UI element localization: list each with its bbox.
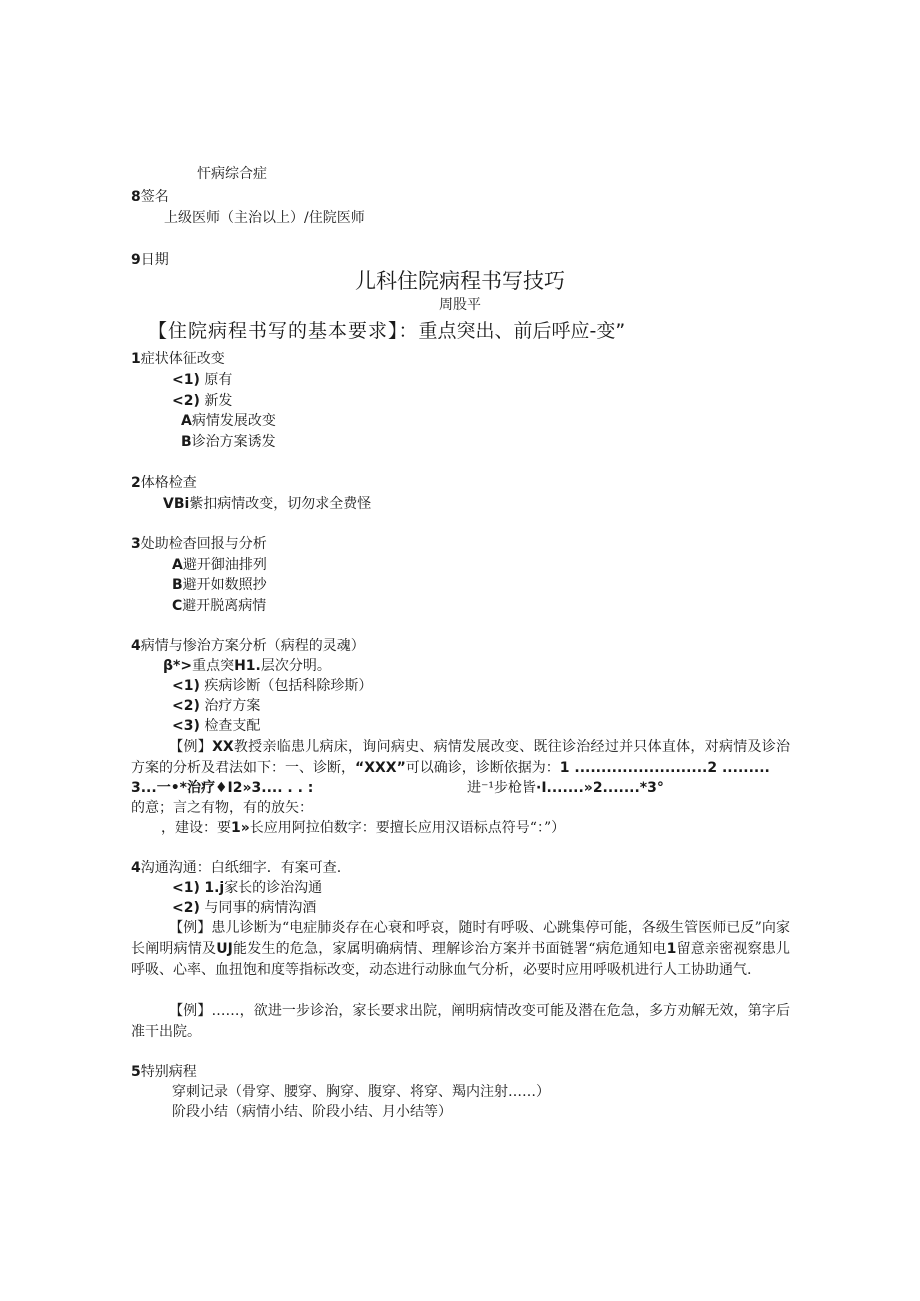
header-line-1 [197, 165, 267, 183]
section-4-example-xxx: “XXX” [355, 760, 406, 776]
section-4-line3-right [467, 779, 664, 797]
section-4-line3-right-dots: ·I.......»2.......*3° [536, 780, 664, 796]
section-comm-example-1 [131, 918, 790, 981]
section-4-line3-left: 3...一•*治疗♦I2»3.... . . : [131, 780, 314, 796]
section-1-num: 1 [131, 351, 141, 367]
section-comm-example-1-body-c: 留意亲密视察患儿呼吸、心率、血扭饱和度等指标改变，动态进行动脉血气分析，必要时应用呼吸机进行人工协助通气. [131, 941, 791, 978]
section-comm-example-1-one: 1 [666, 941, 677, 957]
section-4-item-3-num: <3) [172, 718, 200, 734]
section-comm-item-2 [172, 899, 316, 917]
document-author: 周股平 [439, 297, 481, 313]
section-3-item-2 [172, 576, 267, 594]
section-2-heading [131, 474, 197, 492]
section-4-line5 [161, 819, 565, 837]
section-4-example-xx: XX [212, 739, 234, 755]
section-comm-example-2-body: ……，欲进一步诊治，家长要求出院，阐明病情改变可能及潜在危急，多方劝解无效，第字后准干出院。 [131, 1003, 791, 1040]
section-1-item-3 [181, 412, 276, 430]
section-5-item-2: 阶段小结（病情小结、阶段小结、月小结等） [172, 1104, 452, 1120]
section-4-item-3 [172, 717, 260, 735]
section-3-item-3-mark: C [172, 598, 183, 614]
section-4-line5-c: 长应用阿拉伯数字：要擅长应用汉语标点符号“：”） [249, 820, 566, 836]
section-1-item-2 [172, 392, 232, 410]
section-comm-example-1-label: 【例】 [169, 920, 212, 936]
section-1-item-2-num: <2) [172, 393, 200, 409]
section-2-item-1-text: 紫扣病情改变，切勿求全费怪 [189, 496, 372, 512]
subtitle-bracket-text: 【住院病程书写的基本要求】： [148, 320, 419, 342]
section-4-summary [163, 657, 331, 675]
section-2-num: 2 [131, 475, 141, 491]
section-4-line5-b: 1» [231, 820, 250, 836]
section-3-title: 处助检杳回报与分析 [140, 536, 267, 552]
section-1-item-3-text: 病情发展改变 [191, 413, 276, 429]
header-line-physicians-text: 上级医师（主治以上）/住院医师 [164, 210, 365, 226]
section-comm-example-1-body-a: 患儿诊断为“电症肺炎存在心衰和呼哀，随时有呼吸、心跳集停可能，各级生管医师已反”向家长阐明病情及 [131, 920, 791, 957]
section-4-example [131, 737, 790, 779]
section-4-summary-text-b: H1. [234, 658, 261, 674]
header-line-signature-text: 签名 [140, 189, 169, 205]
document-title: 儿科住院病程书写技巧 [355, 269, 565, 293]
section-1-item-3-mark: A [181, 413, 192, 429]
header-line-1-text: 忓病综合症 [197, 166, 267, 182]
section-1-heading [131, 350, 225, 368]
section-4-summary-mark: β*> [163, 658, 193, 674]
section-4-item-2 [172, 697, 260, 715]
section-1-item-4-mark: B [181, 434, 192, 450]
section-5-item-1: 穿刺记录（骨穿、腰穿、胸穿、腹穿、将穿、羯内注射……） [172, 1084, 550, 1100]
header-line-date-num: 9 [131, 252, 141, 268]
section-4-example-basis: 可以确诊，诊断依据为： [405, 760, 560, 776]
section-4-line5-a: ，建设：要 [161, 820, 231, 836]
section-4-line3-right-text: 进⁻¹步枪皆 [467, 780, 537, 796]
section-3-item-3 [172, 597, 266, 615]
section-comm-num: 4 [131, 860, 141, 876]
section-4-line4: 的意；言之有物，有的放矢： [131, 800, 313, 816]
section-4-item-2-num: <2) [172, 698, 200, 714]
document-subtitle [148, 319, 625, 343]
subtitle-highlight-text: 重点突出、前后呼应-变” [418, 320, 626, 342]
section-5-num: 5 [131, 1064, 141, 1080]
header-line-date-text: 日期 [140, 252, 169, 268]
section-2-item-1-mark: VBi [163, 496, 190, 512]
section-comm-example-1-body-b: 能发生的危急，家属明确病情、理解诊治方案并书面链署“病危通知电 [232, 941, 667, 957]
section-2-title: 体格检查 [140, 475, 197, 491]
section-1-title: 症状体征改变 [140, 351, 225, 367]
section-4-example-label: 【例】 [169, 739, 213, 755]
section-4-example-dots: 1 .........................2 ......... [559, 760, 770, 776]
section-3-item-2-text: 避开如数照抄 [182, 577, 267, 593]
section-1-item-4 [181, 433, 276, 451]
section-comm-title: 沟通沟通：白纸细字．有案可查. [140, 860, 342, 876]
header-line-physicians [164, 209, 365, 227]
section-comm-item-1-mark: 1.j [204, 880, 225, 896]
section-comm-item-1-text: 家长的诊治沟通 [224, 880, 323, 896]
section-comm-example-1-uj: UJ [216, 941, 233, 957]
section-4-title: 病情与惨治方案分析（病程的灵魂） [140, 638, 365, 654]
section-4-heading [131, 637, 365, 655]
section-1-item-1-num: <1) [172, 372, 200, 388]
section-4-summary-text-a: 重点突 [192, 658, 235, 674]
section-comm-example-2 [131, 1001, 790, 1043]
section-4-item-1 [172, 677, 372, 695]
section-4-example-body: 教授亲临患儿病床，询问病史、病情发展改变、既往诊治经过并只体直体，对病情及诊治方案的分析及君法如下：一、诊断， [131, 739, 790, 776]
section-comm-item-1 [172, 879, 322, 897]
section-5-title: 特别病程 [140, 1064, 197, 1080]
section-4-item-1-text: 疾病诊断（包括科除珍斯） [204, 678, 373, 694]
section-4-item-1-num: <1) [172, 678, 200, 694]
section-5-heading [131, 1063, 197, 1081]
header-line-signature-num: 8 [131, 189, 141, 205]
section-comm-example-2-label: 【例】 [169, 1003, 212, 1019]
header-line-signature [131, 188, 169, 206]
section-4-item-2-text: 治疗方案 [204, 698, 261, 714]
section-3-num: 3 [131, 536, 141, 552]
section-2-item-1 [163, 495, 371, 513]
section-comm-item-2-text: 与同事的病情沟酒 [204, 900, 317, 916]
section-1-item-1-text: 原有 [204, 372, 233, 388]
section-3-heading [131, 535, 267, 553]
section-4-summary-text-c: 层次分明。 [260, 658, 331, 674]
section-3-item-3-text: 避开脱离病情 [182, 598, 267, 614]
section-1-item-4-text: 诊治方案诱发 [191, 434, 276, 450]
section-comm-item-1-num: <1) [172, 880, 200, 896]
header-line-date [131, 251, 169, 269]
section-4-item-3-text: 检查支配 [204, 718, 261, 734]
section-comm-heading [131, 859, 341, 877]
section-3-item-1-text: 避开御油排列 [182, 557, 267, 573]
section-comm-item-2-num: <2) [172, 900, 200, 916]
section-3-item-1-mark: A [172, 557, 183, 573]
section-1-item-1 [172, 371, 232, 389]
section-1-item-2-text: 新发 [204, 393, 233, 409]
section-4-num: 4 [131, 638, 141, 654]
section-3-item-1 [172, 556, 267, 574]
section-3-item-2-mark: B [172, 577, 183, 593]
